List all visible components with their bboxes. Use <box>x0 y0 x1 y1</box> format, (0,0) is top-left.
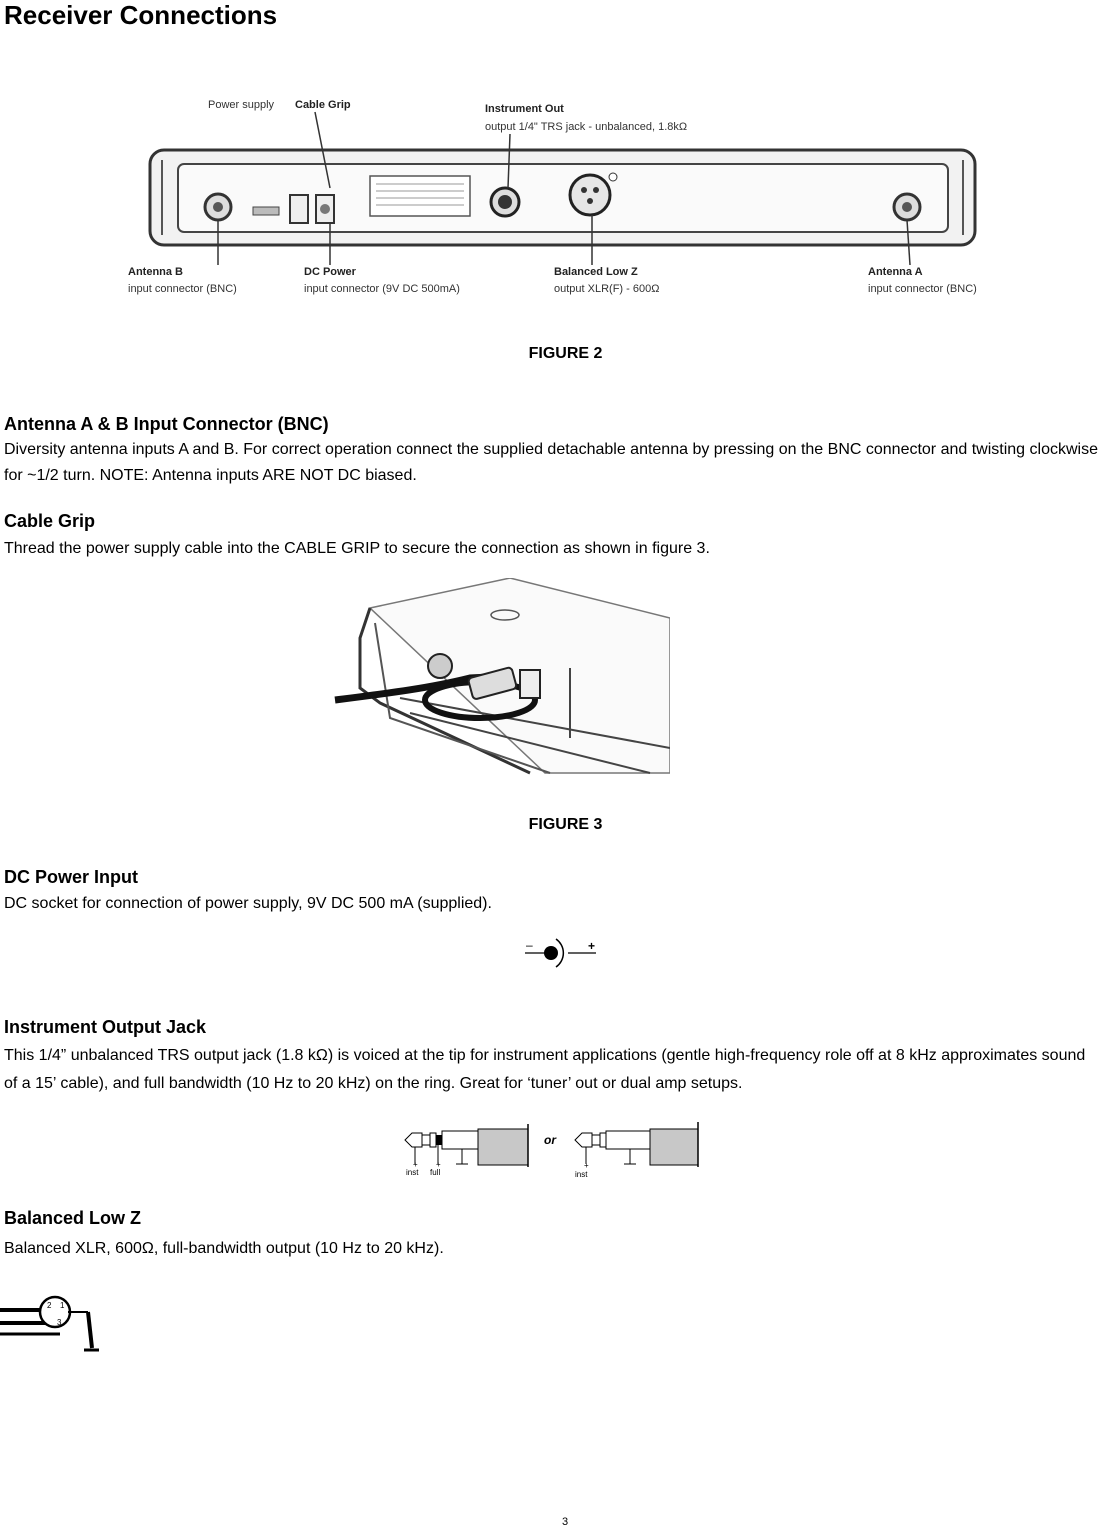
instrument-body: This 1/4” unbalanced TRS output jack (1.8 kΩ) is voiced at the tip for instrument applications (gentle high-frequency role off at 8 kHz approximates sound of a 15’ cable), and full bandwidth (10 Hz to 20 kHz) on the ring. Great for ‘tuner’ out or dual amp setups. <box>4 1047 1086 1092</box>
plug2-inst-label: inst <box>575 1170 588 1179</box>
balanced-body: Balanced XLR, 600Ω, full-bandwidth output (10 Hz to 20 kHz). <box>4 1240 444 1257</box>
switch <box>253 207 279 215</box>
plug1-ring-plus: + <box>436 1160 441 1169</box>
plug1-full-label: full <box>430 1168 441 1177</box>
dc-power-body: DC socket for connection of power supply, 9V DC 500 mA (supplied). <box>4 895 492 912</box>
cable-grip-body: Thread the power supply cable into the CABLE GRIP to secure the connection as shown in figure 3. <box>4 540 710 557</box>
xlr-connector <box>570 175 610 215</box>
plug2-tip-plus: + <box>584 1161 589 1170</box>
label-plate <box>370 176 470 216</box>
instrument-heading: Instrument Output Jack <box>4 1017 207 1037</box>
power-supply-label: Power supply <box>208 99 275 111</box>
receiver-rear-panel-diagram <box>120 90 1020 305</box>
dc-power-heading: DC Power Input <box>4 867 138 887</box>
antenna-b-desc: input connector (BNC) <box>128 283 237 295</box>
dc-power-desc: input connector (9V DC 500mA) <box>304 283 460 295</box>
antenna-b-label: Antenna B <box>128 266 183 278</box>
plus-sign: + <box>588 939 596 953</box>
antenna-heading: Antenna A & B Input Connector (BNC) <box>4 414 329 434</box>
or-label: or <box>544 1133 556 1147</box>
antenna-body: Diversity antenna inputs A and B. For correct operation connect the supplied detachable antenna by pressing on the BNC connector and twisting clockwise for ~1/2 turn. NOTE: Antenna inputs ARE NOT DC biased. <box>4 441 1098 484</box>
balanced-low-z-label: Balanced Low Z <box>554 266 638 278</box>
xlr-pin-1: 1 <box>60 1301 65 1310</box>
page-number: 3 <box>561 1516 569 1528</box>
xlr-pin-2: 2 <box>47 1301 52 1310</box>
dc-power-label: DC Power <box>304 266 356 278</box>
instrument-out-desc: output 1/4" TRS jack - unbalanced, 1.8kΩ <box>485 121 688 133</box>
antenna-a-label: Antenna A <box>868 266 923 278</box>
antenna-a-desc: input connector (BNC) <box>868 283 977 295</box>
instrument-out-label: Instrument Out <box>485 103 564 115</box>
cable-grip-heading: Cable Grip <box>4 511 96 531</box>
trs-plug-diagrams <box>400 1120 710 1182</box>
figure-2-caption: FIGURE 2 <box>528 345 603 362</box>
dc-polarity-symbol <box>520 930 605 975</box>
xlr-pin-3: 3 <box>57 1318 62 1327</box>
figure-3-caption: FIGURE 3 <box>528 816 603 833</box>
balanced-heading: Balanced Low Z <box>4 1208 142 1228</box>
cable-grip <box>290 195 308 223</box>
page-title: Receiver Connections <box>4 0 278 30</box>
cable-grip-label: Cable Grip <box>295 99 351 111</box>
cable-grip-drawing <box>330 578 670 778</box>
plug1-tip-plus: + <box>413 1160 418 1169</box>
balanced-low-z-desc: output XLR(F) - 600Ω <box>554 283 660 295</box>
xlr-pinout-symbol <box>0 1290 110 1355</box>
plug1-inst-label: inst <box>406 1168 419 1177</box>
minus-sign: – <box>526 938 533 952</box>
